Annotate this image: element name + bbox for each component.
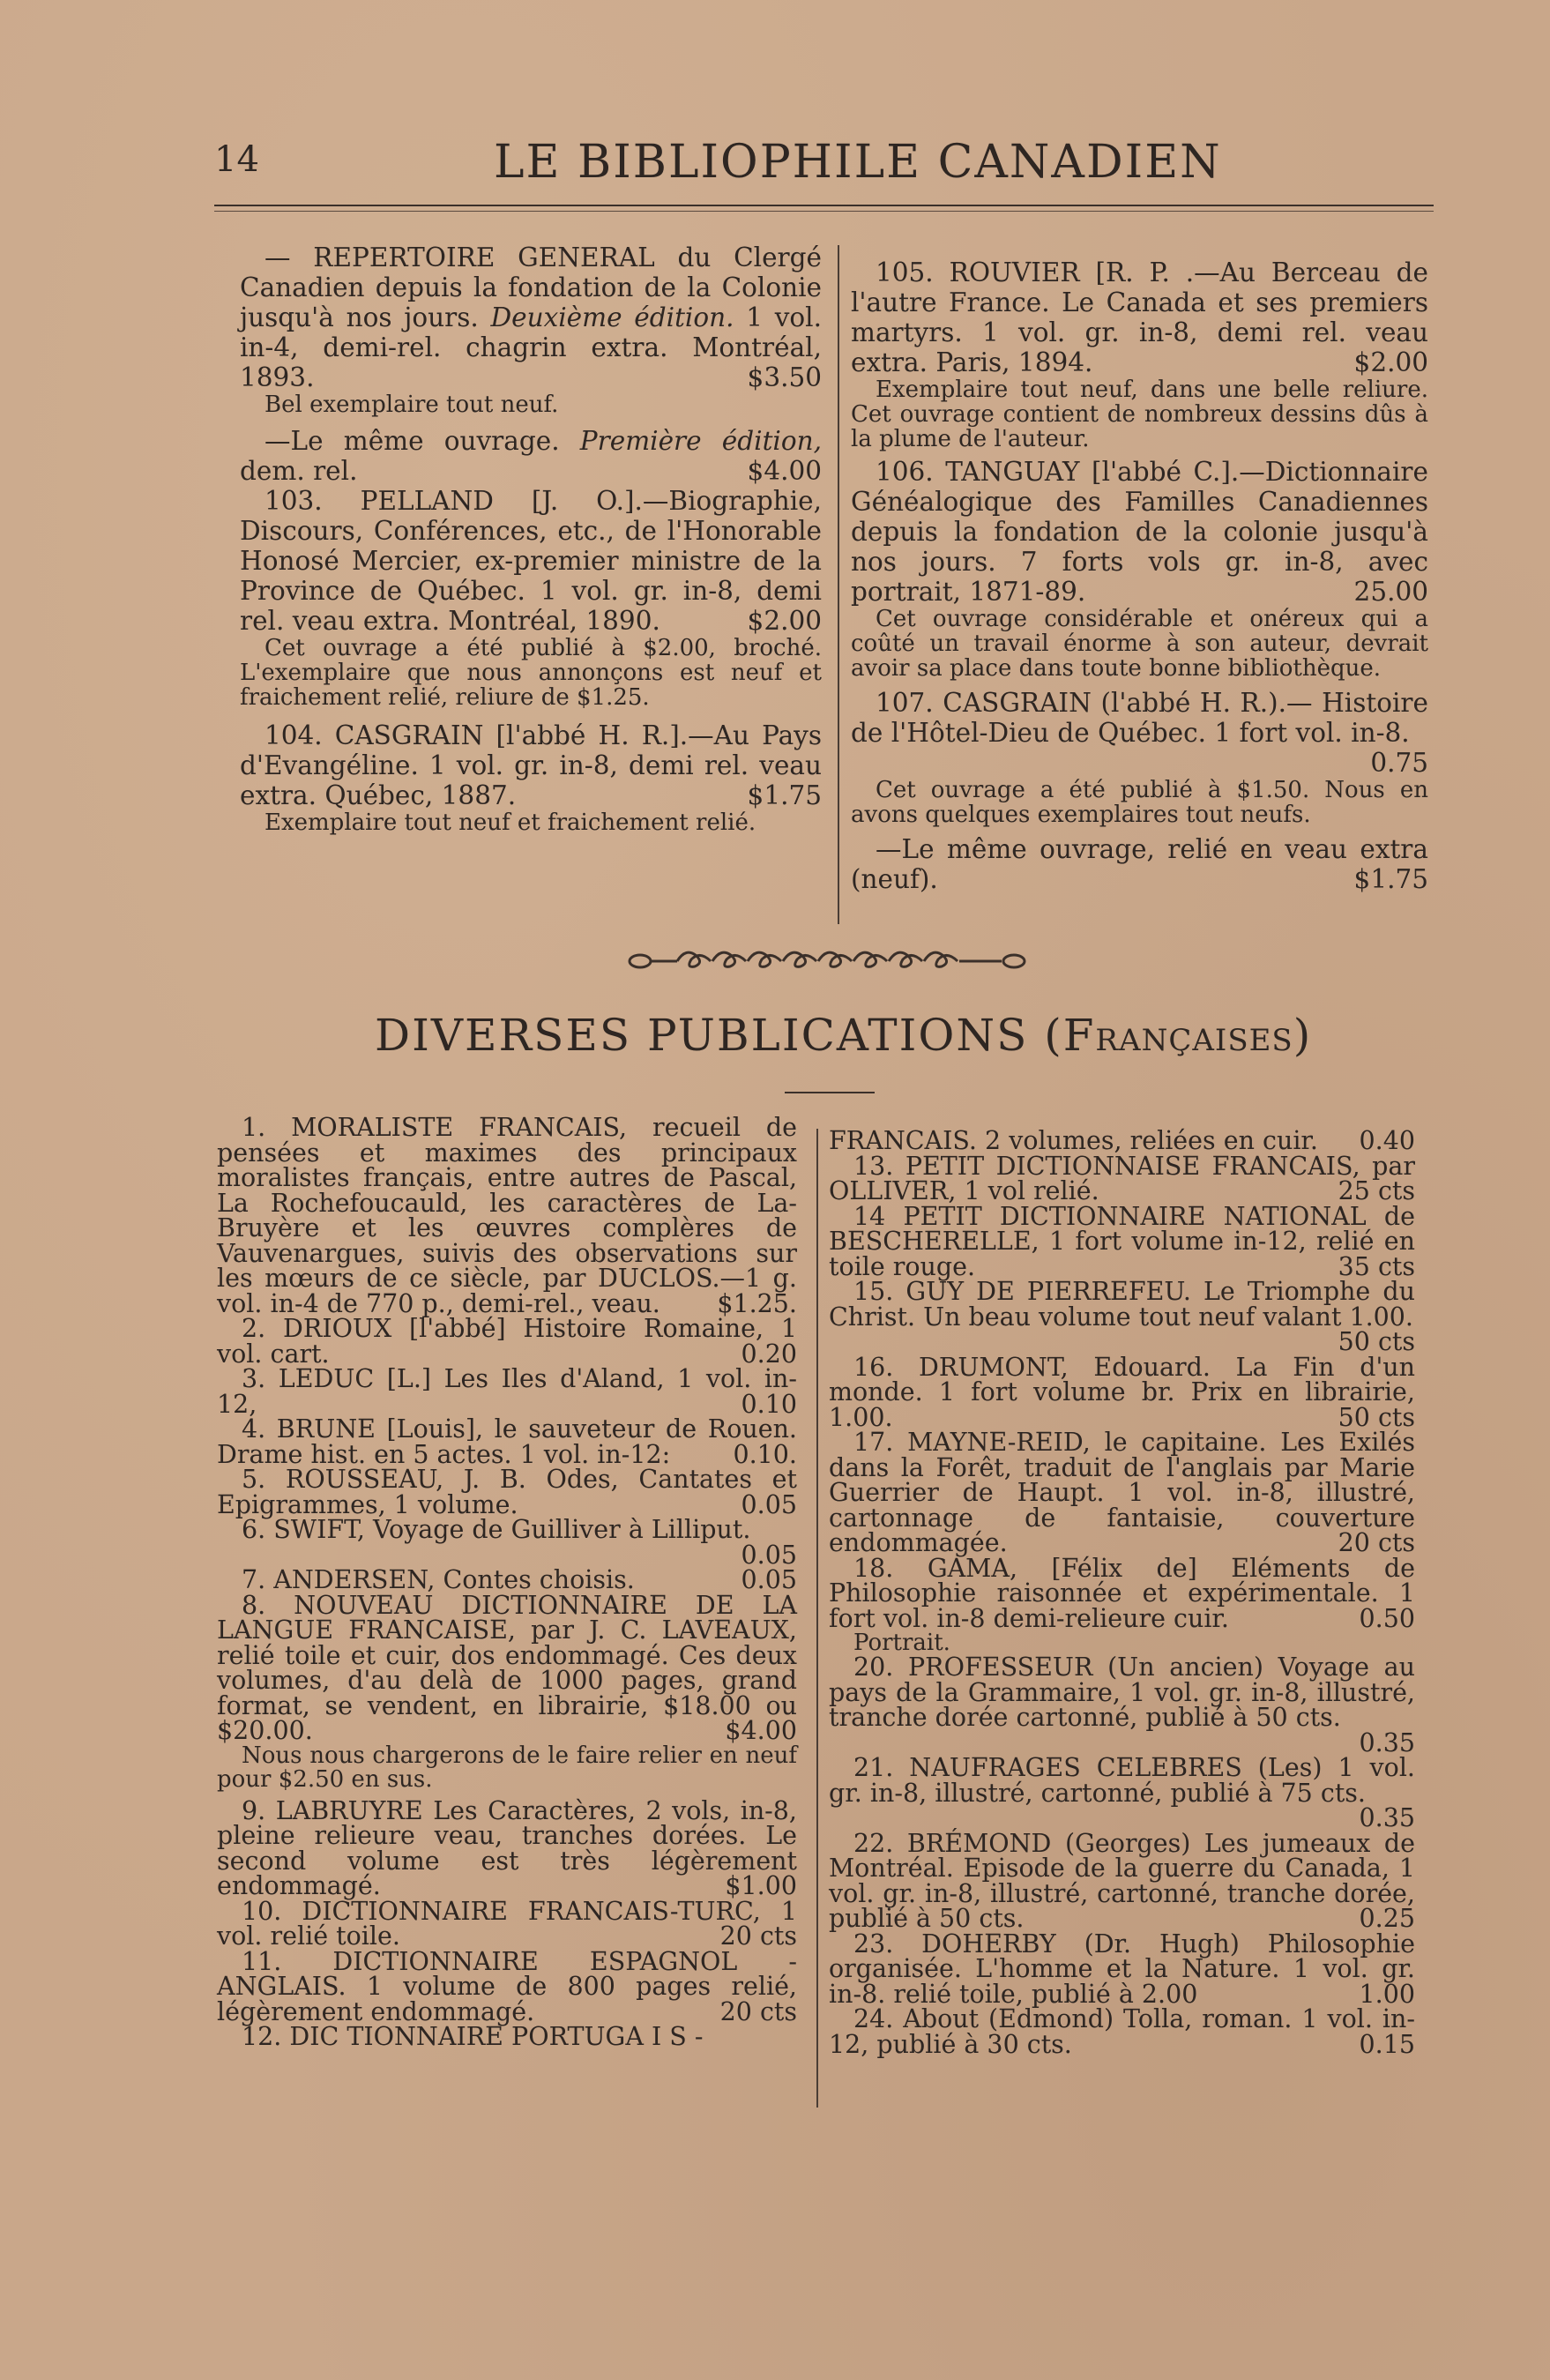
entry-text: — REPERTOIRE GENERAL du Clergé Canadien depuis la fondation de la Colonie jusqu'à nos jours. xyxy=(240,242,822,332)
catalog-entry xyxy=(240,486,822,636)
list-item xyxy=(829,1753,1415,1832)
item-price: $1.00 xyxy=(725,1871,797,1900)
entry-price: $1.75 xyxy=(747,780,822,810)
item-text: FRANCAIS. 2 volumes, reliées en cuir. xyxy=(829,1126,1318,1155)
column-divider xyxy=(838,245,839,924)
item-price: 35 cts xyxy=(1338,1251,1415,1281)
section-title-small: RANÇAISES xyxy=(1095,1023,1293,1058)
item-price: 0.10. xyxy=(733,1439,797,1469)
header-rule xyxy=(214,205,1434,206)
column-divider xyxy=(816,1129,818,2108)
list-item xyxy=(217,2022,797,2051)
entry-note: Bel exemplaire tout neuf. xyxy=(265,392,559,418)
entry-edition: Première édition, xyxy=(579,426,822,456)
list-item xyxy=(217,1946,797,2026)
item-price: $1.25. xyxy=(717,1288,797,1318)
catalog-entry xyxy=(240,426,822,486)
item-price: 0.50 xyxy=(1359,1603,1415,1633)
item-price: 0.25 xyxy=(1359,1904,1415,1933)
item-text: 10. DICTIONNAIRE FRANCAIS-TURC, 1 vol. relié toile. xyxy=(217,1896,797,1951)
item-text: 24. About (Edmond) Tolla, roman. 1 vol. in-12, publié à 30 cts. xyxy=(829,2004,1415,2059)
entry-text: 103. PELLAND [J. O.].—Biographie, Discours, Conférences, etc., de l'Honorable Honosé Mercier, ex-premier ministre de la Province de Québec. 1 vol. gr. in-8, demi rel. veau extra. Montréal, 1890. xyxy=(240,486,822,636)
page-number: 14 xyxy=(214,139,259,180)
item-price: 20 cts xyxy=(1338,1528,1415,1557)
item-price: 0.05 xyxy=(741,1489,797,1519)
item-text: 4. BRUNE [Louis], le sauveteur de Rouen. Drame hist. en 5 actes. 1 vol. in-12: xyxy=(217,1414,797,1469)
catalog-entry xyxy=(240,720,822,810)
entry-text: —Le même ouvrage, relié en veau extra (neuf). xyxy=(851,834,1428,894)
item-text: 13. PETIT DICTIONNAISE FRANCAIS, par OLLIVER, 1 vol relié. xyxy=(829,1151,1415,1205)
item-price: 0.15 xyxy=(1359,2029,1415,2059)
catalog-entry xyxy=(240,242,822,392)
item-text: 2. DRIOUX [l'abbé] Histoire Romaine, 1 vol. cart. xyxy=(217,1314,797,1369)
list-item xyxy=(829,1653,1415,1757)
ornament-divider xyxy=(624,944,1030,979)
item-text: 1. MORALISTE FRANCAIS, recueil de pensées et maximes des principaux moralistes français, entre autres de Pascal, La Rochefoucauld, les caractères de La-Bruyère et les œuvres complères de Vauvenargues, suivis des observations sur les mœurs de ce siècle, par DUCLOS.—1 g. vol. in-4 de 770 p., demi-rel., veau. xyxy=(217,1113,797,1318)
item-text: 23. DOHERBY (Dr. Hugh) Philosophie organisée. L'homme et la Nature. 1 vol. gr. in-8. relié toile, publié à 2.00 xyxy=(829,1929,1415,2009)
item-price: 0.05 xyxy=(741,1540,797,1570)
list-item xyxy=(217,1364,797,1419)
item-price: 0.40 xyxy=(1359,1126,1415,1155)
item-text: 3. LEDUC [L.] Les Iles d'Aland, 1 vol. in-12, xyxy=(217,1364,797,1419)
catalog-entry xyxy=(851,257,1428,377)
list-item xyxy=(829,1929,1415,2009)
list-item xyxy=(217,1565,797,1594)
entry-text: dem. rel. xyxy=(240,456,358,486)
entry-note: Cet ouvrage considérable et onéreux qui a coûté un travail énorme à son auteur, devrait avoir sa place dans toute bonne bibliothèque. xyxy=(851,606,1428,682)
top-right-column xyxy=(851,257,1428,894)
list-item xyxy=(217,1467,797,1518)
list-item xyxy=(829,1352,1415,1432)
item-text: 17. MAYNE-REID, le capitaine. Les Exilés dans la Forêt, traduit de l'anglais par Marie Guerrier de Haupt. 1 vol. in-8, illustré, cartonnage de fantaisie, couverture endommagée. xyxy=(829,1428,1415,1557)
section-title-paren-close: ) xyxy=(1293,1010,1313,1061)
entry-text: 104. CASGRAIN [l'abbé H. R.].—Au Pays d'Evangéline. 1 vol. gr. in-8, demi rel. veau extra. Québec, 1887. xyxy=(240,720,822,810)
item-price: 20 cts xyxy=(719,1996,797,2026)
list-item xyxy=(829,1828,1415,1933)
entry-text: 106. TANGUAY [l'abbé C.].—Dictionnaire Généalogique des Familles Canadiennes depuis la fondation de la colonie jusqu'à nos jours. 7 forts vols gr. in-8, avec portrait, 1871-89. xyxy=(851,457,1428,607)
header-rule-thin xyxy=(214,211,1434,212)
entry-price: 0.75 xyxy=(1370,748,1428,778)
entry-price: $2.00 xyxy=(747,606,822,636)
list-item xyxy=(829,1430,1415,1556)
list-item xyxy=(829,1277,1415,1356)
item-note: Portrait. xyxy=(853,1630,950,1656)
list-item xyxy=(217,1896,797,1951)
entry-note: Exemplaire tout neuf et fraichement relié. xyxy=(265,809,756,836)
entry-text: 1 vol. in-4, demi-rel. chagrin extra. Montréal, 1893. xyxy=(240,302,822,392)
item-text: 21. NAUFRAGES CELEBRES (Les) 1 vol. gr. in-8, illustré, cartonné, publié à 75 cts. xyxy=(829,1753,1415,1808)
list-item xyxy=(217,1314,797,1369)
list-item xyxy=(829,1201,1415,1281)
catalog-entry xyxy=(851,457,1428,607)
entry-text: 107. CASGRAIN (l'abbé H. R.).— Histoire de l'Hôtel-Dieu de Québec. 1 fort vol. in-8. xyxy=(851,688,1428,748)
item-price: 50 cts xyxy=(1338,1402,1415,1432)
item-text: 6. SWIFT, Voyage de Guilliver à Lilliput. xyxy=(242,1515,751,1544)
list-item xyxy=(829,1126,1415,1155)
entry-price: $4.00 xyxy=(747,456,822,486)
item-text: 22. BRÉMOND (Georges) Les jumeaux de Montréal. Episode de la guerre du Canada, 1 vol. gr. in-8, illustré, cartonné, tranche dorée, publié à 50 cts. xyxy=(829,1828,1415,1933)
item-price: 25 cts xyxy=(1338,1176,1415,1205)
list-item xyxy=(217,1115,797,1317)
list-item xyxy=(217,1590,797,1745)
bottom-left-column xyxy=(217,1115,797,2050)
item-price: 0.35 xyxy=(1359,1803,1415,1832)
item-text: 9. LABRUYRE Les Caractères, 2 vols, in-8, pleine relieure veau, tranches dorées. Le second volume est très légèrement endommagé. xyxy=(217,1795,797,1900)
item-price: $4.00 xyxy=(725,1716,797,1745)
item-text: 7. ANDERSEN, Contes choisis. xyxy=(242,1565,635,1594)
item-text: 15. GUY DE PIERREFEU. Le Triomphe du Christ. Un beau volume tout neuf valant 1.00. xyxy=(829,1277,1415,1332)
list-item xyxy=(217,1795,797,1900)
item-text: 11. DICTIONNAIRE ESPAGNOL - ANGLAIS. 1 volume de 800 pages relié, légèrement endommagé. xyxy=(217,1946,797,2026)
list-item xyxy=(217,1414,797,1469)
item-price: 0.05 xyxy=(741,1565,797,1594)
catalog-entry xyxy=(851,688,1428,778)
section-title-main: DIVERSES PUBLICATIONS xyxy=(375,1010,1029,1061)
item-text: 14 PETIT DICTIONNAIRE NATIONAL de BESCHERELLE, 1 fort volume in-12, relié en toile rouge. xyxy=(829,1201,1415,1281)
entry-text: 105. ROUVIER [R. P. .—Au Berceau de l'autre France. Le Canada et ses premiers martyrs. 1 vol. gr. in-8, demi rel. veau extra. Paris, 1894. xyxy=(851,257,1428,377)
item-note: Nous nous chargerons de le faire relier en neuf pour $2.50 en sus. xyxy=(217,1742,797,1793)
entry-note: Exemplaire tout neuf, dans une belle reliure. Cet ouvrage contient de nombreux dessins dûs à la plume de l'auteur. xyxy=(851,377,1428,452)
section-rule xyxy=(785,1092,875,1093)
item-text: 16. DRUMONT, Edouard. La Fin d'un monde. 1 fort volume br. Prix en librairie, 1.00. xyxy=(829,1352,1415,1432)
item-price: 20 cts xyxy=(719,1921,797,1951)
catalog-entry xyxy=(851,834,1428,894)
bottom-right-column xyxy=(829,1126,1415,2059)
running-title: LE BIBLIOPHILE CANADIEN xyxy=(494,136,1222,189)
list-item xyxy=(829,2004,1415,2059)
entry-text: —Le même ouvrage. xyxy=(265,426,560,456)
item-text: 20. PROFESSEUR (Un ancien) Voyage au pays de la Grammaire, 1 vol. gr. in-8, illustré, tranche dorée cartonné, publié à 50 cts. xyxy=(829,1653,1415,1732)
entry-price: 25.00 xyxy=(1353,577,1428,607)
section-title xyxy=(375,1010,1312,1061)
item-text: 18. GAMA, [Félix de] Eléments de Philosophie raisonnée et expérimentale. 1 fort vol. in-8 demi-relieure cuir. xyxy=(829,1553,1415,1633)
entry-note: Cet ouvrage a été publié à $1.50. Nous en avons quelques exemplaires tout neufs. xyxy=(851,777,1428,828)
entry-note: Cet ouvrage a été publié à $2.00, broché. L'exemplaire que nous annonçons est neuf et fraichement relié, reliure de $1.25. xyxy=(240,635,822,711)
entry-price: $3.50 xyxy=(747,362,822,392)
item-price: 1.00 xyxy=(1359,1979,1415,2009)
item-text: 12. DIC TIONNAIRE PORTUGA I S - xyxy=(242,2022,704,2051)
section-title-paren: (F xyxy=(1028,1010,1096,1061)
list-item xyxy=(217,1515,797,1570)
entry-price: $2.00 xyxy=(1353,347,1428,377)
item-price: 0.20 xyxy=(741,1339,797,1369)
entry-price: $1.75 xyxy=(1353,864,1428,894)
item-text: 8. NOUVEAU DICTIONNAIRE DE LA LANGUE FRANCAISE, par J. C. LAVEAUX, relié toile et cuir, dos endommagé. Ces deux volumes, d'au delà de 1000 pages, grand format, se vendent, en librairie, $18.00 ou $20.00. xyxy=(217,1590,797,1745)
top-left-column xyxy=(240,242,822,835)
list-item xyxy=(829,1553,1415,1633)
item-price: 0.10 xyxy=(741,1389,797,1419)
item-price: 0.35 xyxy=(1359,1727,1415,1757)
list-item xyxy=(829,1151,1415,1205)
item-price: 50 cts xyxy=(1338,1327,1415,1356)
item-text: 5. ROUSSEAU, J. B. Odes, Cantates et Epigrammes, 1 volume. xyxy=(217,1465,797,1519)
entry-edition: Deuxième édition. xyxy=(490,302,734,332)
